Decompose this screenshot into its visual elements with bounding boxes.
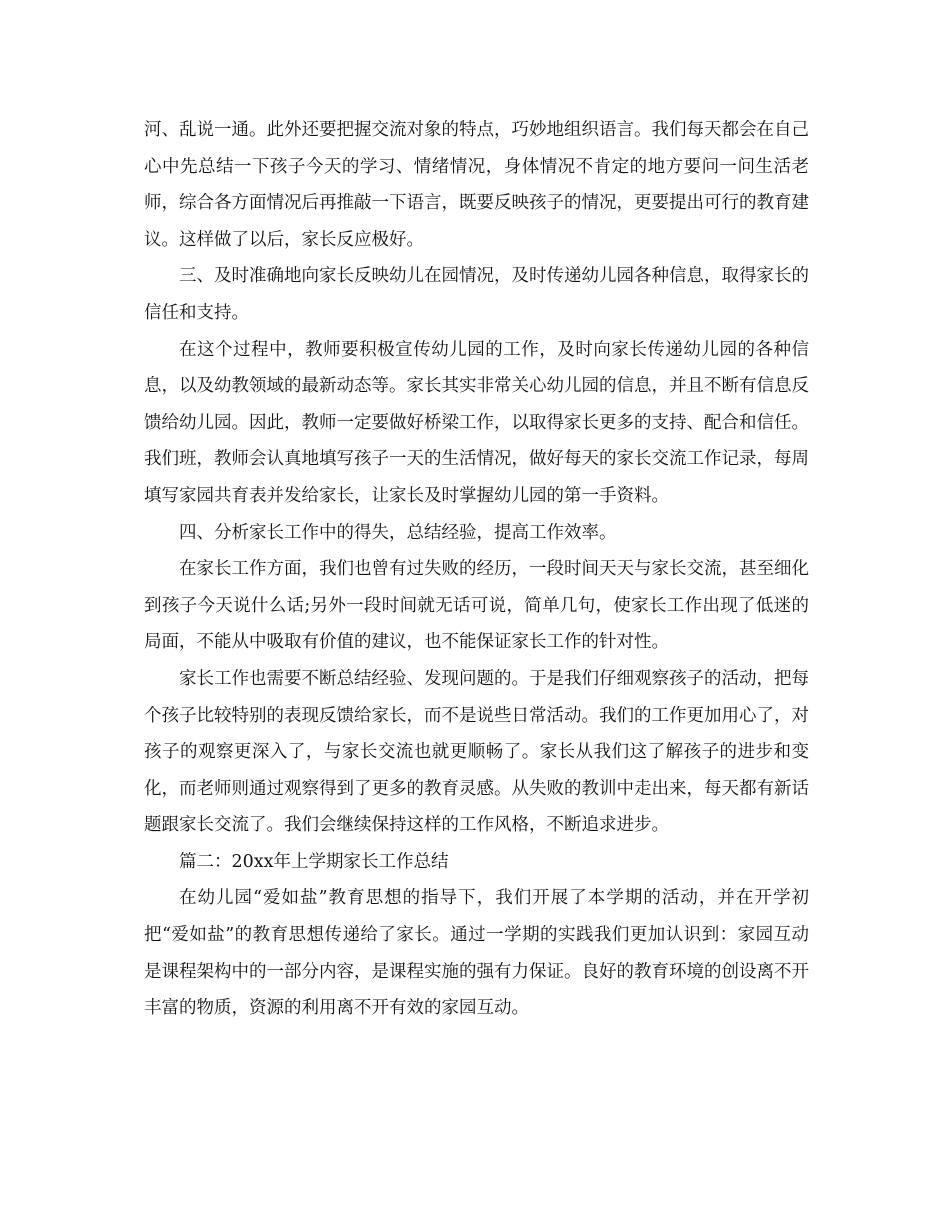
paragraph-section-four-b: 家长工作也需要不断总结经验、发现问题的。于是我们仔细观察孩子的活动，把每个孩子比较特别的表现反馈给家长，而不是说些日常活动。我们的工作更加用心了，对孩子的观察更深入了，与家长交流也就更顺畅了。家长从我们这了解孩子的进步和变化，而老师则通过观察得到了更多的教育灵感。从失败的教训中走出来，每天都有新话题跟家长交流了。我们会继续保持这样的工作风格，不断追求进步。 xyxy=(144,668,809,836)
paragraph-section-four-a: 在家长工作方面，我们也曾有过失败的经历，一段时间天天与家长交流，甚至细化到孩子今天说什么话;另外一段时间就无话可说，简单几句，使家长工作出现了低迷的局面，不能从中吸取有价值的建议，也不能保证家长工作的针对性。 xyxy=(144,559,809,653)
paragraph-section-three: 在这个过程中，教师要积极宣传幼儿园的工作，及时向家长传递幼儿园的各种信息，以及幼教领域的最新动态等。家长其实非常关心幼儿园的信息，并且不断有信息反馈给幼儿园。因此，教师一定要做好桥梁工作，以取得家长更多的支持、配合和信任。我们班，教师会认真地填写孩子一天的生活情况，做好每天的家长交流工作记录，每周填写家园共育表并发给家长，让家长及时掌握幼儿园的第一手资料。 xyxy=(144,339,809,506)
paragraph-continuation: 河、乱说一通。此外还要把握交流对象的特点，巧妙地组织语言。我们每天都会在自己心中先总结一下孩子今天的学习、情绪情况，身体情况不肯定的地方要问一问生活老师，综合各方面情况后再推敲一下语言，既要反映孩子的情况，更要提出可行的教育建议。这样做了以后，家长反应极好。 xyxy=(144,120,809,250)
chapter-title-two: 篇二：20xx年上学期家长工作总结 xyxy=(179,851,449,872)
section-heading-four: 四、分析家长工作中的得失，总结经验，提高工作效率。 xyxy=(179,522,617,543)
section-heading-three: 三、及时准确地向家长反映幼儿在园情况，及时传递幼儿园各种信息，取得家长的信任和支持。 xyxy=(144,266,809,323)
document-body xyxy=(144,112,809,1027)
paragraph-chapter-two-intro: 在幼儿园“爱如盐”教育思想的指导下，我们开展了本学期的活动，并在开学初把“爱如盐”的教育思想传递给了家长。通过一学期的实践我们更加认识到：家园互动是课程架构中的一部分内容，是课程实施的强有力保证。良好的教育环境的创设离不开丰富的物质，资源的利用离不开有效的家园互动。 xyxy=(144,888,809,1019)
